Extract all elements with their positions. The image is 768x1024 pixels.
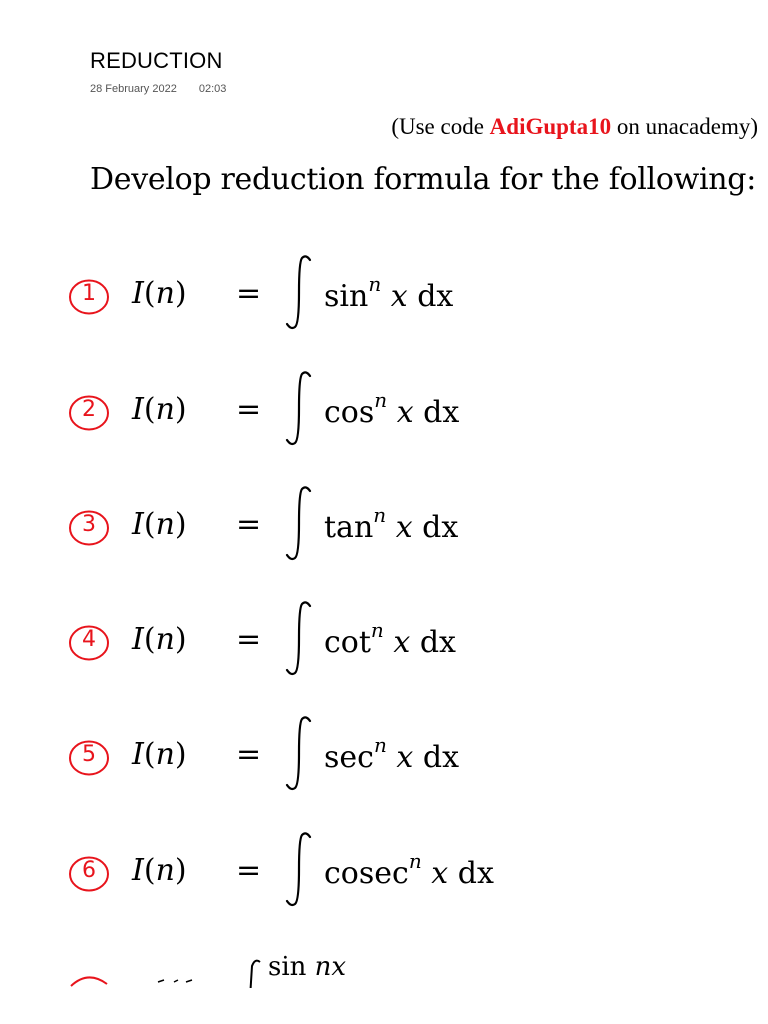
equation-row — [68, 258, 728, 338]
equation-number: 4 — [82, 627, 96, 652]
equals-sign: = — [236, 622, 262, 657]
equals-sign: = — [236, 276, 262, 311]
equation-lhs: I(n) — [132, 507, 187, 542]
integral-sign-icon — [282, 483, 316, 563]
exponent: n — [370, 618, 384, 642]
circle-marker-icon — [68, 394, 110, 432]
promo-prefix: (Use code — [391, 114, 490, 139]
promo-code: AdiGupta10 — [489, 114, 612, 139]
lhs-argument: n — [155, 276, 175, 311]
variable: x — [390, 279, 408, 314]
trig-function: cot — [324, 625, 371, 660]
circle-marker-icon — [68, 278, 110, 316]
differential: dx — [419, 625, 456, 660]
equation-integrand — [324, 388, 460, 430]
page-title: REDUCTION — [90, 48, 223, 73]
equation-number: 2 — [82, 397, 96, 422]
equation-integrand — [324, 733, 459, 775]
lhs-function: I — [132, 507, 144, 542]
exponent: n — [368, 272, 382, 296]
circle-marker-icon — [68, 739, 110, 777]
equation-lhs: I(n) — [132, 392, 187, 427]
equation-row — [68, 835, 728, 915]
lhs-argument: n — [155, 737, 175, 772]
differential: dx — [423, 395, 460, 430]
lhs-argument: n — [155, 392, 175, 427]
partial-lhs-stub — [156, 976, 196, 986]
equation-row — [68, 374, 728, 454]
trig-function: cos — [324, 395, 375, 430]
integral-sign-icon — [244, 958, 264, 988]
promo-suffix: on unacademy) — [611, 114, 758, 139]
variable: x — [393, 625, 411, 660]
page-time: 02:03 — [198, 83, 227, 95]
equation-row — [68, 489, 728, 569]
exponent: n — [373, 503, 387, 527]
trig-function: sin — [324, 279, 369, 314]
integral-sign-icon — [282, 368, 316, 448]
variable: x — [395, 510, 413, 545]
exponent: n — [408, 849, 422, 873]
trig-function: sec — [324, 740, 374, 775]
trig-function: tan — [324, 510, 374, 545]
equation-number: 6 — [82, 858, 96, 883]
differential: dx — [422, 510, 459, 545]
equals-sign: = — [236, 853, 262, 888]
integral-sign-icon — [282, 829, 316, 909]
equation-lhs: I(n) — [132, 622, 187, 657]
lhs-argument: n — [155, 507, 175, 542]
equation-row — [68, 604, 728, 684]
equals-sign: = — [236, 737, 262, 772]
page-date: 28 February 2022 — [90, 83, 177, 95]
circle-marker-icon — [68, 855, 110, 893]
circle-marker-icon — [68, 509, 110, 547]
equation-integrand — [324, 272, 454, 314]
equation-number: 5 — [82, 742, 96, 767]
differential: dx — [422, 740, 459, 775]
equation-number: 3 — [82, 512, 96, 537]
trig-function: cosec — [324, 856, 409, 891]
partial-equation — [68, 948, 768, 988]
lhs-function: I — [132, 853, 144, 888]
equation-integrand — [324, 849, 494, 891]
lhs-argument: n — [155, 853, 175, 888]
variable: x — [396, 740, 414, 775]
circle-marker-icon — [68, 968, 110, 988]
lhs-function: I — [132, 392, 144, 427]
circle-marker-icon — [68, 624, 110, 662]
lhs-function: I — [132, 622, 144, 657]
promo-line — [391, 114, 758, 140]
partial-func: sin — [268, 952, 307, 982]
variable: x — [396, 395, 414, 430]
instruction-heading: Develop reduction formula for the following: — [90, 162, 757, 197]
equation-lhs: I(n) — [132, 853, 187, 888]
exponent: n — [373, 733, 387, 757]
integral-sign-icon — [282, 252, 316, 332]
differential: dx — [417, 279, 454, 314]
equation-lhs: I(n) — [132, 737, 187, 772]
lhs-argument: n — [155, 622, 175, 657]
equation-integrand — [324, 503, 459, 545]
equation-row — [68, 719, 728, 799]
equation-integrand — [324, 618, 456, 660]
partial-numerator — [268, 952, 346, 982]
equals-sign: = — [236, 507, 262, 542]
partial-var: nx — [314, 952, 347, 982]
equals-sign: = — [236, 392, 262, 427]
equation-number: 1 — [82, 281, 96, 306]
lhs-function: I — [132, 737, 144, 772]
differential: dx — [457, 856, 494, 891]
exponent: n — [374, 388, 388, 412]
lhs-function: I — [132, 276, 144, 311]
equation-lhs: I(n) — [132, 276, 187, 311]
variable: x — [431, 856, 449, 891]
page-meta — [90, 83, 226, 95]
integral-sign-icon — [282, 598, 316, 678]
integral-sign-icon — [282, 713, 316, 793]
